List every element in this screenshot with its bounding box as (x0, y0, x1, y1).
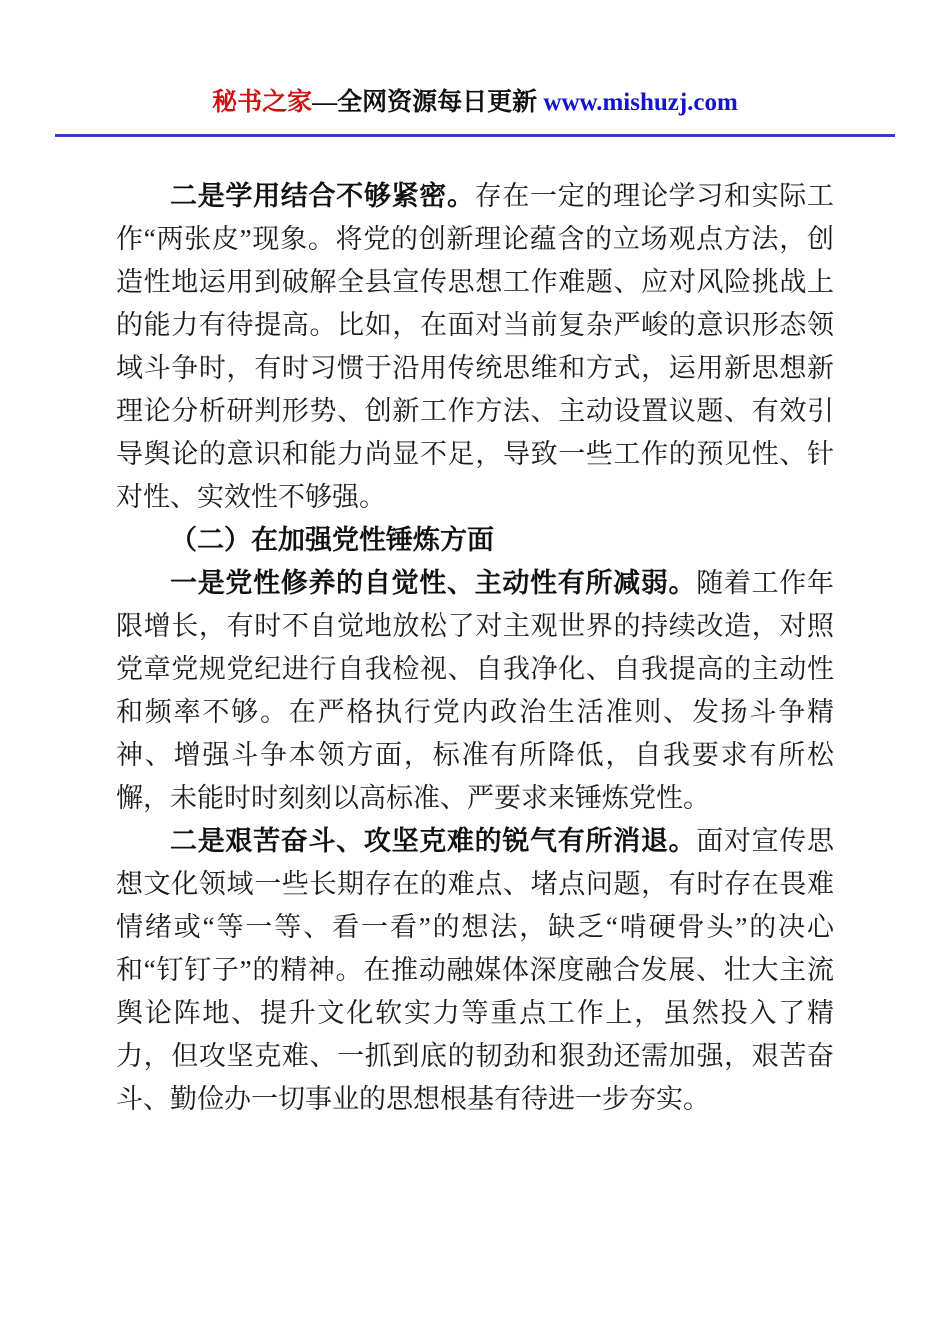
paragraph-study-practice (116, 175, 834, 519)
paragraph-lead: 二是学用结合不够紧密。 (170, 181, 475, 211)
section-heading-party-spirit: （二）在加强党性锤炼方面 (170, 525, 494, 555)
paragraph-party-cultivation (116, 562, 834, 820)
site-header (0, 0, 950, 118)
document-body (0, 137, 950, 1121)
paragraph-body: 存在一定的理论学习和实际工作“两张皮”现象。将党的创新理论蕴含的立场观点方法，创造性地运用到破解全县宣传思想工作难题、应对风险挑战上的能力有待提高。比如，在面对当前复杂严峻的意识形态领域斗争时，有时习惯于沿用传统思维和方式，运用新思想新理论分析研判形势、创新工作方法、主动设置议题、有效引导舆论的意识和能力尚显不足，导致一些工作的预见性、针对性、实效性不够强。 (116, 181, 835, 512)
paragraph-hard-struggle (116, 820, 834, 1121)
paragraph-lead: 二是艰苦奋斗、攻坚克难的锐气有所消退。 (170, 826, 697, 856)
header-tagline: —全网资源每日更新 (312, 89, 544, 116)
paragraph-body: 面对宣传思想文化领域一些长期存在的难点、堵点问题，有时存在畏难情绪或“等一等、看一看”的想法，缺乏“啃硬骨头”的决心和“钉钉子”的精神。在推动融媒体深度融合发展、壮大主流舆论阵地、提升文化软实力等重点工作上，虽然投入了精力，但攻坚克难、一抓到底的韧劲和狠劲还需加强，艰苦奋斗、勤俭办一切事业的思想根基有待进一步夯实。 (116, 826, 835, 1114)
paragraph-lead: 一是党性修养的自觉性、主动性有所减弱。 (170, 568, 697, 598)
paragraph-body: 随着工作年限增长，有时不自觉地放松了对主观世界的持续改造，对照党章党规党纪进行自我检视、自我净化、自我提高的主动性和频率不够。在严格执行党内政治生活准则、发扬斗争精神、增强斗争本领方面，标准有所降低，自我要求有所松懈，未能时时刻刻以高标准、严要求来锤炼党性。 (116, 568, 835, 813)
site-url-link[interactable]: www.mishuzj.com (543, 89, 738, 116)
brand-name: 秘书之家 (212, 89, 313, 116)
